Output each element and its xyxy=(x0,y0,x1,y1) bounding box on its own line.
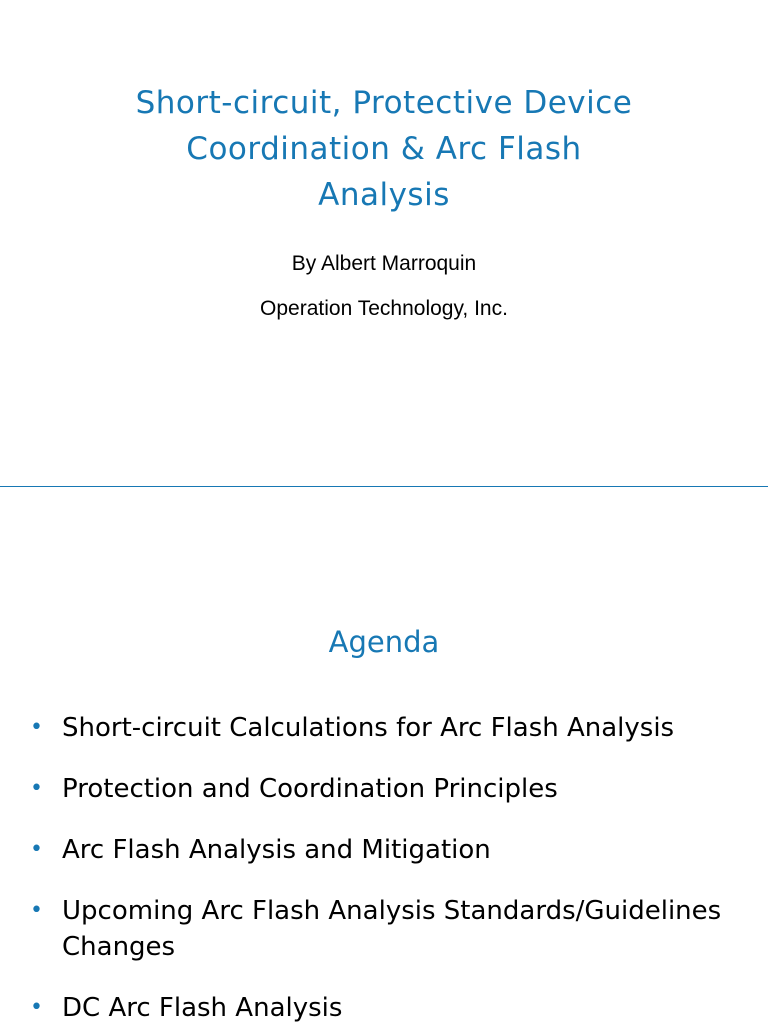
agenda-item-text: Arc Flash Analysis and Mitigation xyxy=(62,835,491,865)
agenda-item xyxy=(0,832,768,868)
agenda-item-text: Protection and Coordination Principles xyxy=(62,774,558,804)
agenda-slide xyxy=(0,488,768,1024)
slide-divider xyxy=(0,486,768,487)
author-name: By Albert Marroquin xyxy=(291,252,477,275)
agenda-item-text-continued: Changes xyxy=(62,932,176,962)
agenda-title: Agenda xyxy=(328,625,440,659)
title-line-1: Short-circuit, Protective Device xyxy=(135,85,633,121)
agenda-item-text: Upcoming Arc Flash Analysis Standards/Guidelines xyxy=(62,896,722,926)
title-line-3: Analysis xyxy=(318,177,450,213)
title-slide xyxy=(0,0,768,486)
agenda-item-text: DC Arc Flash Analysis xyxy=(62,993,343,1023)
bullet-icon: • xyxy=(30,898,43,923)
agenda-item-text: Short-circuit Calculations for Arc Flash Analysis xyxy=(62,713,675,743)
bullet-icon: • xyxy=(30,837,43,862)
agenda-item xyxy=(0,771,768,807)
company-name: Operation Technology, Inc. xyxy=(260,297,508,320)
bullet-icon: • xyxy=(30,776,43,801)
agenda-list xyxy=(0,710,768,1024)
presentation-title xyxy=(20,80,748,218)
agenda-item xyxy=(0,893,768,965)
agenda-item xyxy=(0,990,768,1024)
title-line-2: Coordination & Arc Flash xyxy=(186,131,582,167)
bullet-icon: • xyxy=(30,995,43,1020)
agenda-item xyxy=(0,710,768,746)
bullet-icon: • xyxy=(30,715,43,740)
